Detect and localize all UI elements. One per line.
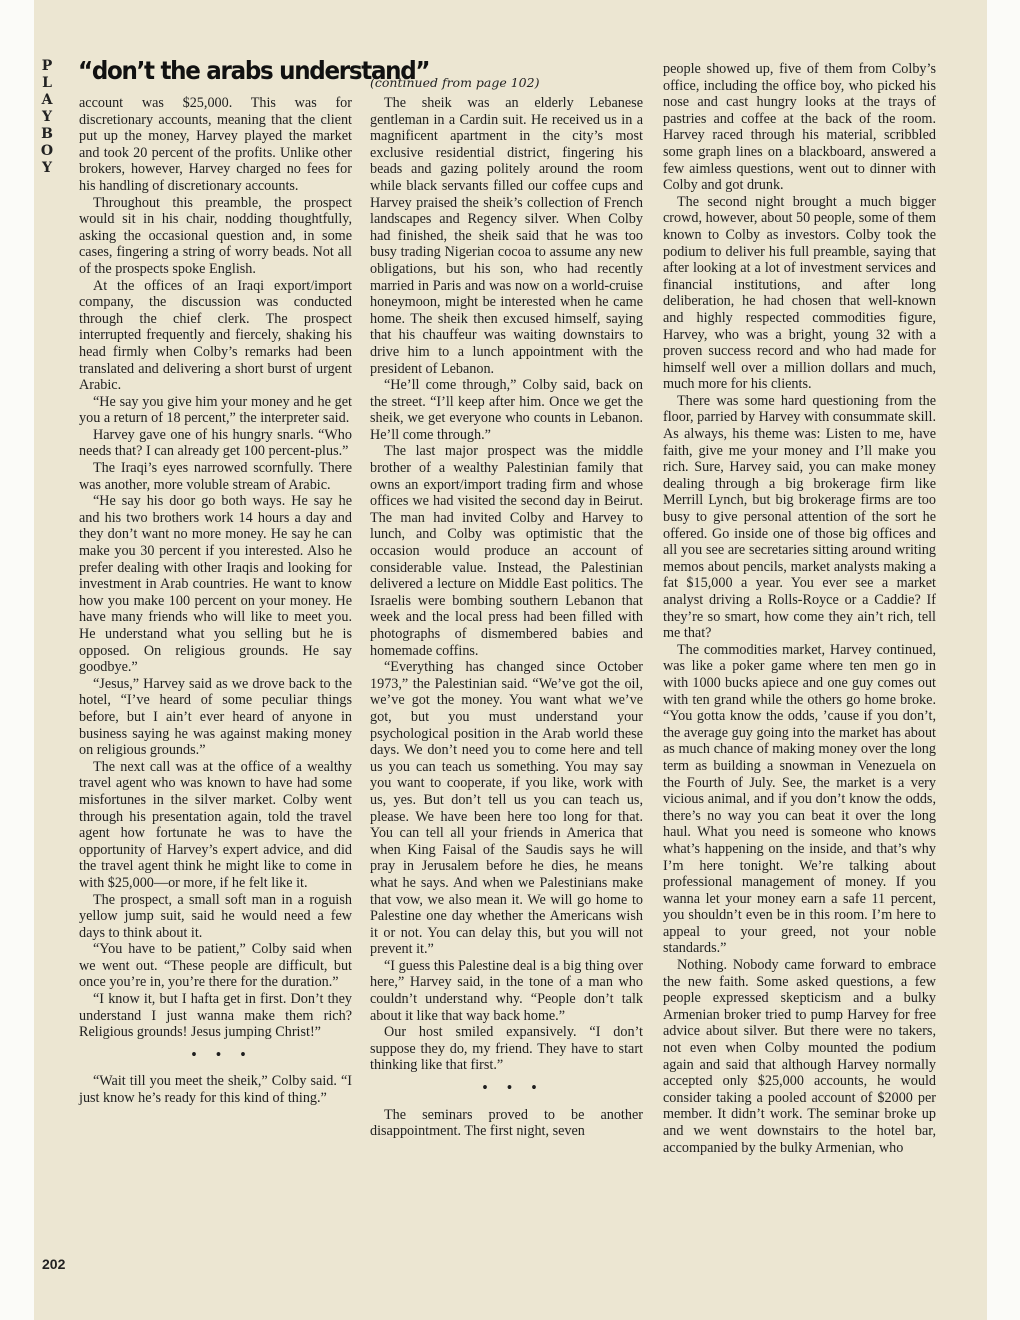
paragraph: people showed up, five of them from Colby’s office, including the office boy, who picked his nose and cast hungry looks at the trays of pastries and coffee at the back of the room. Harvey raced through his material, scribbled some graph lines on a blackboard, answered a few aimless questions, went out to dinner with Colby and got drunk. — [663, 61, 936, 194]
masthead-letter: Y — [42, 160, 52, 176]
paragraph: Our host smiled expansively. “I don’t suppose they do, my friend. They have to start thinking like that first.” — [370, 1024, 643, 1074]
masthead-letter: P — [41, 58, 53, 74]
paragraph: The Iraqi’s eyes narrowed scornfully. There was another, more voluble stream of Arabic. — [79, 460, 352, 493]
paragraph: Nothing. Nobody came forward to embrace the new faith. Some asked questions, a few people expressed skepticism and a bulky Armenian broker tried to pump Harvey for free advice about silver. But there were no takers, not even when Colby mounted the podium again and said that although Harvey normally accepted only $25,000 accounts, he would consider taking a pooled account of $2000 per member. It didn’t work. The seminar broke up and we went downstairs to the hotel bar, accompanied by the bulky Armenian, who — [663, 957, 936, 1156]
text-column-2 — [370, 95, 643, 1140]
paragraph: The prospect, a small soft man in a roguish yellow jump suit, said he would need a few days to think about it. — [79, 891, 352, 941]
paragraph: “I know it, but I hafta get in first. Don’t they understand I just wanna make them rich? Religious grounds! Jesus jumping Christ!” — [79, 991, 352, 1041]
paragraph: There was some hard questioning from the floor, parried by Harvey with consummate skill. As always, his theme was: Listen to me, have faith, give me your money and I’ll make you rich. Sure, Harvey said, you can make money dealing through a big brokerage firm like Merrill Lynch, but big brokerage firms are too busy to give personal attention of the sort he offered. Go inside one of those big offices and all you see are secretaries sitting around writing memos about pencils, market analysts making a fat $15,000 a year. You ever see a market analyst driving a Rolls-Royce or a Caddie? If they’re so smart, how come they ain’t rich, tell me that? — [663, 392, 936, 642]
masthead-letter: A — [41, 92, 53, 108]
paragraph: “He’ll come through,” Colby said, back on the street. “I’ll keep after him. Once we get the sheik, we get everyone who counts in Lebanon. He’ll come through.” — [370, 377, 643, 443]
paragraph: Harvey gave one of his hungry snarls. “Who needs that? I can already get 100 percent-plus.” — [79, 426, 352, 460]
masthead-playboy — [36, 58, 58, 177]
paragraph: “He say his door go both ways. He say he and his two brothers work 14 hours a day and they don’t want no more money. He say he can make you 30 percent if you interested. Also he prefer dealing with other Iraqis and looking for investment in Arab countries. He want to know how you make 100 percent on your money. He have many friends who will like to meet you. He understand what you selling but he is opposed. On religious grounds. He say goodbye.” — [79, 493, 352, 676]
paragraph: The last major prospect was the middle brother of a wealthy Palestinian family that owns an export/import trading firm and whose offices we had visited the second day in Beirut. The man had invited Colby and Harvey to lunch, and Colby was optimistic that the occasion would produce an account of considerable value. Instead, the Palestinian delivered a lecture on Middle East politics. The Israelis were bombing southern Lebanon that week and the local press had been filled with photographs of dismembered babies and homemade coffins. — [370, 443, 643, 659]
paragraph: “Everything has changed since October 1973,” the Palestinian said. “We’ve got the oil, we’ve got the money. You want what we’ve got, but you must understand your psychological position in the Arab world these days. We don’t need you to come here and tell us you can teach us something. You may say you want to cooperate, if you like, work with us, yes. But don’t tell us you can teach us, please. We have been here too long for that. You can tell all your friends in America that when King Faisal of the Saudis says he will pray in Jerusalem before he dies, he means what he says. And when we Palestinians make that vow, we also mean it. We will go home to Palestine one day whether the Americans wish it or not. You can delay this, but you will not prevent it.” — [370, 659, 643, 958]
masthead-letter: O — [40, 143, 54, 159]
paragraph: The commodities market, Harvey continued, was like a poker game where ten men go in with 1000 bucks apiece and one guy comes out with ten grand while the others go home broke. “You gotta know the odds, ’cause if you don’t, the average guy going into the market has about as much chance of making money over the long term as building a snowman in Venezuela on the Fourth of July. See, the market is a very vicious animal, and if you don’t know the odds, there’s no way you can beat it over the long haul. What you need is someone who knows what’s happening on the inside, and that’s why I’m here tonight. We’re talking about professional management of money. If you wanna let your money earn a safe 11 percent, you shouldn’t even be in this room. I’m here to appeal to your greed, not your noble standards.” — [663, 641, 936, 957]
paragraph: The next call was at the office of a wealthy travel agent who was known to have had some misfortunes in the silver market. Colby went through his presentation again, told the travel agent how fortunate he was to have the opportunity of Harvey’s expert advice, and did the travel agent think he might like to come in with $25,000—or more, if he felt like it. — [79, 758, 352, 891]
paragraph: The second night brought a much bigger crowd, however, about 50 people, some of them known to Colby as investors. Colby took the podium to deliver his full preamble, saying that after looking at a lot of investment services and financial institutions, and after long deliberation, he had chosen that well-known and highly respected commodities figure, Harvey, who was a bright, young 32 with a proven success record and who had made for himself well over a million dollars and much, much more for his clients. — [663, 193, 936, 393]
text-column-3 — [663, 61, 936, 1156]
text-column-1 — [79, 95, 352, 1107]
paragraph: “I guess this Palestine deal is a big thing over here,” Harvey said, in the tone of a man who couldn’t understand why. “People don’t talk about it like that way back home.” — [370, 957, 643, 1024]
section-break: • • • — [191, 1046, 254, 1063]
paragraph: At the offices of an Iraqi export/import company, the discussion was conducted through the chief clerk. The prospect interrupted frequently and fiercely, shaking his head firmly when Colby’s remarks had been translated and delivering a short burst of urgent Arabic. — [79, 277, 352, 394]
paragraph: “Wait till you meet the sheik,” Colby said. “I just know he’s ready for this kind of thing.” — [79, 1073, 352, 1107]
paragraph: “You have to be patient,” Colby said when we went out. “These people are difficult, but once you’re in, you’re there for the duration.” — [79, 941, 352, 991]
article-headline: “don’t the arabs understand” — [78, 56, 430, 85]
masthead-letter: Y — [42, 109, 52, 125]
paragraph: “He say you give him your money and he get you a return of 18 percent,” the interpreter said. — [79, 393, 352, 427]
paragraph: The sheik was an elderly Lebanese gentleman in a Cardin suit. He received us in a magnificent apartment in the city’s most exclusive residential district, fingering his beads and gazing politely around the room while black servants filled our coffee cups and Harvey praised the sheik’s collection of French landscapes and Regency silver. When Colby had finished, the sheik said that he was too busy trading Nigerian cocoa to assume any new obligations, but his son, who had recently married in Paris and was now on a world-cruise honeymoon, might be interested when he came home. The sheik then excused himself, saying that his chauffeur was waiting downstairs to drive him to a lunch appointment with the president of Lebanon. — [370, 95, 643, 377]
paragraph: “Jesus,” Harvey said as we drove back to the hotel, “I’ve heard of some peculiar things before, but I ain’t ever heard of anyone in business saying he was against making money on religious grounds.” — [79, 675, 352, 759]
paragraph: account was $25,000. This was for discretionary accounts, meaning that the client put up the money, Harvey played the market and took 20 percent of the profits. Unlike other brokers, however, Harvey charged no fees for his handling of discretionary accounts. — [79, 95, 352, 194]
paragraph: Throughout this preamble, the prospect would sit in his chair, nodding thoughtfully, asking the occasional question and, in some cases, fingering a string of worry beads. Not all of the prospects spoke English. — [79, 194, 352, 277]
continued-from-note: (continued from page 102) — [370, 75, 540, 90]
page-number: 202 — [42, 1256, 66, 1272]
masthead-letter: B — [41, 126, 53, 142]
paragraph: The seminars proved to be another disappointment. The first night, seven — [370, 1106, 643, 1140]
section-break: • • • — [482, 1080, 545, 1097]
masthead-letter: L — [42, 75, 52, 91]
